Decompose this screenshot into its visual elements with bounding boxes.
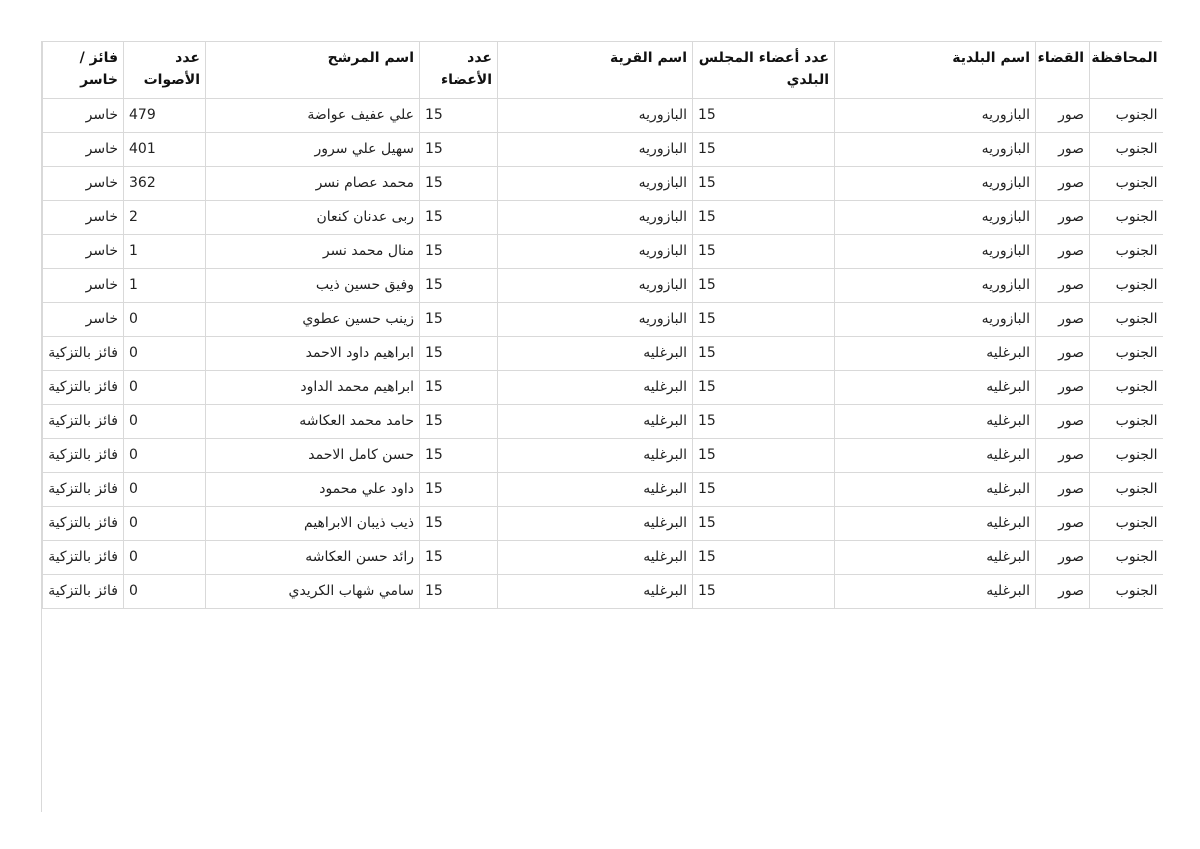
- cell-votes: 479: [124, 99, 206, 133]
- cell-council-members: 15: [693, 269, 835, 303]
- cell-village: البازوريه: [498, 201, 693, 235]
- cell-village: البازوريه: [498, 99, 693, 133]
- cell-members: 15: [420, 541, 498, 575]
- cell-candidate: حامد محمد العكاشه: [206, 405, 420, 439]
- cell-municipality: البرغليه: [835, 575, 1036, 609]
- cell-members: 15: [420, 201, 498, 235]
- cell-members: 15: [420, 405, 498, 439]
- header-village-name: اسم القرية: [498, 42, 693, 99]
- cell-village: البرغليه: [498, 507, 693, 541]
- table-row: [43, 405, 1163, 439]
- cell-candidate: رائد حسن العكاشه: [206, 541, 420, 575]
- cell-governorate: الجنوب: [1090, 575, 1163, 609]
- cell-governorate: الجنوب: [1090, 303, 1163, 337]
- cell-candidate: علي عفيف عواضة: [206, 99, 420, 133]
- cell-candidate: سامي شهاب الكريدي: [206, 575, 420, 609]
- election-results-table: [42, 42, 1163, 609]
- cell-governorate: الجنوب: [1090, 337, 1163, 371]
- table-row: [43, 337, 1163, 371]
- cell-votes: 0: [124, 507, 206, 541]
- table-row: [43, 439, 1163, 473]
- cell-result: فائز بالتزكية: [43, 337, 124, 371]
- cell-votes: 362: [124, 167, 206, 201]
- cell-village: البرغليه: [498, 575, 693, 609]
- cell-members: 15: [420, 269, 498, 303]
- cell-votes: 0: [124, 473, 206, 507]
- header-result: فائز / خاسر: [43, 42, 124, 99]
- cell-council-members: 15: [693, 439, 835, 473]
- cell-candidate: سهيل علي سرور: [206, 133, 420, 167]
- cell-municipality: البازوريه: [835, 167, 1036, 201]
- cell-village: البرغليه: [498, 337, 693, 371]
- cell-village: البازوريه: [498, 235, 693, 269]
- cell-result: فائز بالتزكية: [43, 439, 124, 473]
- cell-municipality: البازوريه: [835, 269, 1036, 303]
- cell-result: فائز بالتزكية: [43, 473, 124, 507]
- cell-governorate: الجنوب: [1090, 371, 1163, 405]
- cell-council-members: 15: [693, 303, 835, 337]
- table-body: [43, 99, 1163, 609]
- cell-votes: 1: [124, 269, 206, 303]
- cell-governorate: الجنوب: [1090, 473, 1163, 507]
- cell-votes: 0: [124, 303, 206, 337]
- cell-district: صور: [1036, 303, 1090, 337]
- cell-votes: 0: [124, 541, 206, 575]
- cell-result: خاسر: [43, 167, 124, 201]
- table-row: [43, 201, 1163, 235]
- cell-municipality: البازوريه: [835, 201, 1036, 235]
- cell-governorate: الجنوب: [1090, 541, 1163, 575]
- cell-governorate: الجنوب: [1090, 439, 1163, 473]
- cell-governorate: الجنوب: [1090, 201, 1163, 235]
- header-district: القضاء: [1036, 42, 1090, 99]
- cell-council-members: 15: [693, 99, 835, 133]
- cell-result: فائز بالتزكية: [43, 405, 124, 439]
- cell-village: البازوريه: [498, 133, 693, 167]
- cell-candidate: محمد عصام نسر: [206, 167, 420, 201]
- cell-candidate: ابراهيم محمد الداود: [206, 371, 420, 405]
- cell-municipality: البازوريه: [835, 133, 1036, 167]
- cell-municipality: البازوريه: [835, 99, 1036, 133]
- cell-members: 15: [420, 507, 498, 541]
- cell-municipality: البرغليه: [835, 405, 1036, 439]
- cell-district: صور: [1036, 133, 1090, 167]
- cell-result: خاسر: [43, 303, 124, 337]
- cell-village: البرغليه: [498, 473, 693, 507]
- cell-result: خاسر: [43, 269, 124, 303]
- table-row: [43, 133, 1163, 167]
- cell-council-members: 15: [693, 575, 835, 609]
- cell-members: 15: [420, 337, 498, 371]
- table-row: [43, 303, 1163, 337]
- table-row: [43, 473, 1163, 507]
- cell-district: صور: [1036, 439, 1090, 473]
- cell-council-members: 15: [693, 405, 835, 439]
- cell-district: صور: [1036, 541, 1090, 575]
- table-row: [43, 575, 1163, 609]
- cell-district: صور: [1036, 269, 1090, 303]
- cell-village: البازوريه: [498, 269, 693, 303]
- cell-district: صور: [1036, 473, 1090, 507]
- cell-result: فائز بالتزكية: [43, 507, 124, 541]
- spreadsheet-sheet: [41, 41, 1162, 812]
- cell-candidate: داود علي محمود: [206, 473, 420, 507]
- cell-municipality: البرغليه: [835, 337, 1036, 371]
- header-council-members-count: عدد أعضاء المجلس البلدي: [693, 42, 835, 99]
- cell-members: 15: [420, 473, 498, 507]
- cell-votes: 0: [124, 439, 206, 473]
- cell-result: خاسر: [43, 201, 124, 235]
- cell-council-members: 15: [693, 201, 835, 235]
- cell-candidate: حسن كامل الاحمد: [206, 439, 420, 473]
- cell-council-members: 15: [693, 235, 835, 269]
- cell-members: 15: [420, 371, 498, 405]
- cell-village: البازوريه: [498, 167, 693, 201]
- cell-governorate: الجنوب: [1090, 99, 1163, 133]
- cell-district: صور: [1036, 405, 1090, 439]
- cell-council-members: 15: [693, 473, 835, 507]
- cell-votes: 0: [124, 371, 206, 405]
- cell-members: 15: [420, 235, 498, 269]
- cell-members: 15: [420, 575, 498, 609]
- table-row: [43, 541, 1163, 575]
- cell-governorate: الجنوب: [1090, 507, 1163, 541]
- cell-council-members: 15: [693, 167, 835, 201]
- header-votes-count: عدد الأصوات: [124, 42, 206, 99]
- cell-votes: 401: [124, 133, 206, 167]
- cell-governorate: الجنوب: [1090, 167, 1163, 201]
- cell-votes: 2: [124, 201, 206, 235]
- header-municipality-name: اسم البلدية: [835, 42, 1036, 99]
- cell-village: البازوريه: [498, 303, 693, 337]
- cell-district: صور: [1036, 201, 1090, 235]
- cell-governorate: الجنوب: [1090, 405, 1163, 439]
- header-members-count: عدد الأعضاء: [420, 42, 498, 99]
- cell-votes: 0: [124, 405, 206, 439]
- cell-members: 15: [420, 167, 498, 201]
- cell-votes: 0: [124, 337, 206, 371]
- cell-result: خاسر: [43, 133, 124, 167]
- cell-municipality: البرغليه: [835, 507, 1036, 541]
- table-row: [43, 99, 1163, 133]
- table-row: [43, 371, 1163, 405]
- cell-votes: 0: [124, 575, 206, 609]
- cell-votes: 1: [124, 235, 206, 269]
- header-row: [43, 42, 1163, 99]
- cell-members: 15: [420, 99, 498, 133]
- cell-candidate: منال محمد نسر: [206, 235, 420, 269]
- cell-council-members: 15: [693, 133, 835, 167]
- cell-members: 15: [420, 439, 498, 473]
- cell-municipality: البرغليه: [835, 439, 1036, 473]
- cell-candidate: ابراهيم داود الاحمد: [206, 337, 420, 371]
- table-row: [43, 507, 1163, 541]
- cell-members: 15: [420, 303, 498, 337]
- cell-result: فائز بالتزكية: [43, 541, 124, 575]
- table-row: [43, 167, 1163, 201]
- cell-council-members: 15: [693, 371, 835, 405]
- cell-municipality: البازوريه: [835, 303, 1036, 337]
- cell-result: فائز بالتزكية: [43, 371, 124, 405]
- cell-candidate: ذيب ذيبان الابراهيم: [206, 507, 420, 541]
- cell-candidate: وفيق حسين ذيب: [206, 269, 420, 303]
- cell-district: صور: [1036, 99, 1090, 133]
- header-candidate-name: اسم المرشح: [206, 42, 420, 99]
- cell-result: فائز بالتزكية: [43, 575, 124, 609]
- cell-candidate: ربى عدنان كنعان: [206, 201, 420, 235]
- header-governorate: المحافظة: [1090, 42, 1163, 99]
- cell-council-members: 15: [693, 541, 835, 575]
- cell-candidate: زينب حسين عطوي: [206, 303, 420, 337]
- cell-village: البرغليه: [498, 541, 693, 575]
- cell-municipality: البازوريه: [835, 235, 1036, 269]
- cell-district: صور: [1036, 507, 1090, 541]
- cell-governorate: الجنوب: [1090, 269, 1163, 303]
- cell-district: صور: [1036, 575, 1090, 609]
- table-row: [43, 269, 1163, 303]
- cell-municipality: البرغليه: [835, 371, 1036, 405]
- cell-village: البرغليه: [498, 405, 693, 439]
- table-row: [43, 235, 1163, 269]
- cell-governorate: الجنوب: [1090, 235, 1163, 269]
- cell-village: البرغليه: [498, 371, 693, 405]
- cell-result: خاسر: [43, 235, 124, 269]
- cell-council-members: 15: [693, 337, 835, 371]
- cell-district: صور: [1036, 167, 1090, 201]
- cell-council-members: 15: [693, 507, 835, 541]
- cell-district: صور: [1036, 235, 1090, 269]
- cell-municipality: البرغليه: [835, 541, 1036, 575]
- cell-village: البرغليه: [498, 439, 693, 473]
- cell-governorate: الجنوب: [1090, 133, 1163, 167]
- cell-members: 15: [420, 133, 498, 167]
- cell-result: خاسر: [43, 99, 124, 133]
- cell-district: صور: [1036, 337, 1090, 371]
- cell-district: صور: [1036, 371, 1090, 405]
- cell-municipality: البرغليه: [835, 473, 1036, 507]
